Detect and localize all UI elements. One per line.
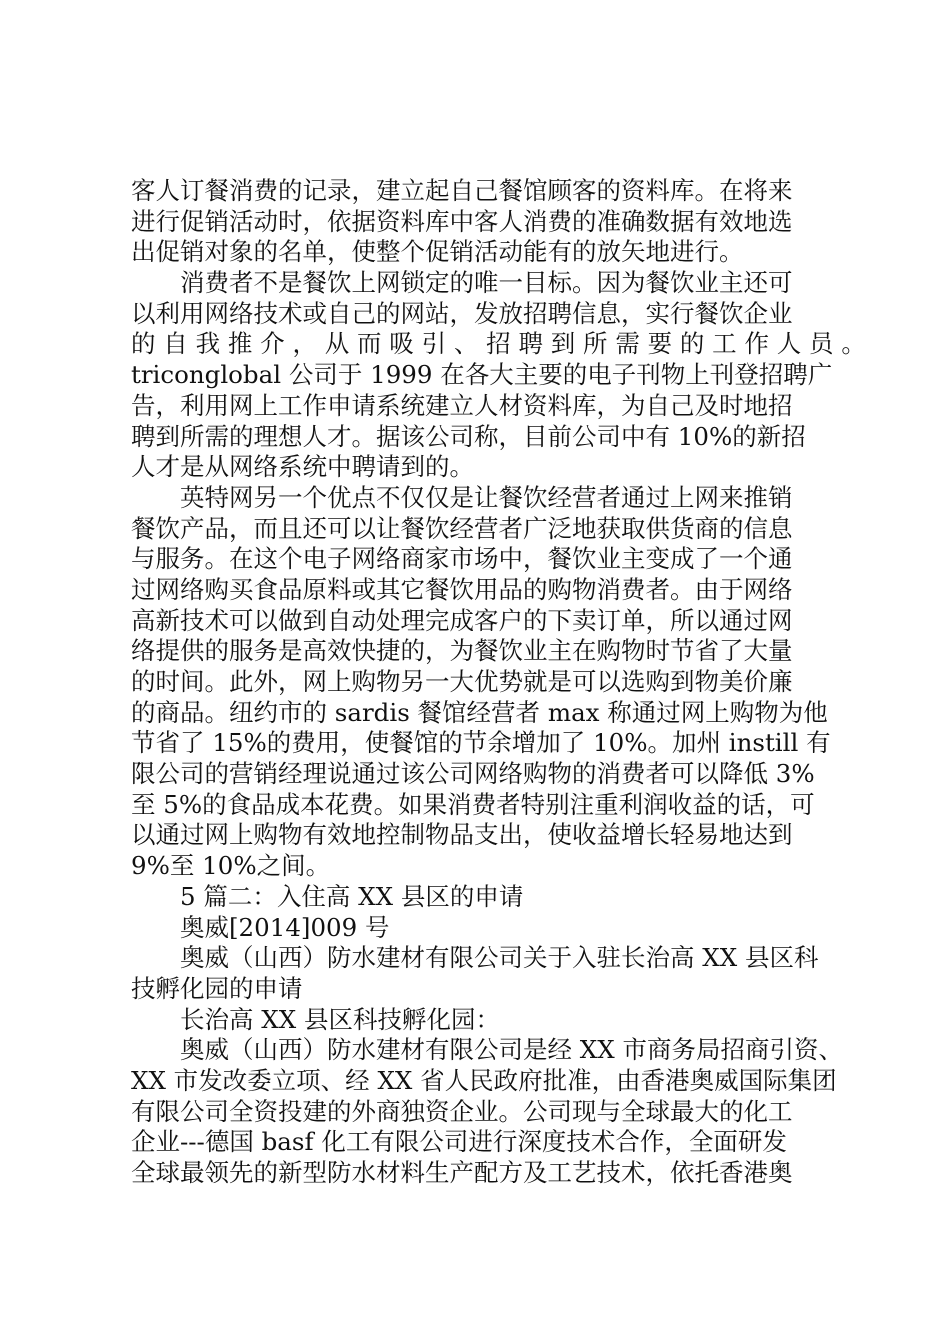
- text-line: 有限公司全资投建的外商独资企业。公司现与全球最大的化工: [131, 1096, 793, 1126]
- text-line: 过网络购买食品原料或其它餐饮用品的购物消费者。由于网络: [131, 574, 793, 604]
- application-title: 奥威（山西）防水建材有限公司关于入驻长治高 XX 县区科: [180, 943, 819, 973]
- paragraph-start-line: 英特网另一个优点不仅仅是让餐饮经营者通过上网来推销: [180, 482, 793, 512]
- text-line: 以利用网络技术或自己的网站，发放招聘信息，实行餐饮企业: [131, 298, 793, 328]
- text-line: 至 5%的食品成本花费。如果消费者特别注重利润收益的话，可: [131, 789, 815, 819]
- text-line: 与服务。在这个电子网络商家市场中，餐饮业主变成了一个通: [131, 544, 793, 574]
- text-line: 的时间。此外，网上购物另一大优势就是可以选购到物美价廉: [131, 667, 793, 696]
- text-line: 聘到所需的理想人才。据该公司称，目前公司中有 10%的新招: [131, 421, 806, 451]
- text-line: 的商品。纽约市的 sardis 餐馆经营者 max 称通过网上购物为他: [131, 697, 828, 727]
- text-line: 全球最领先的新型防水材料生产配方及工艺技术，依托香港奥: [131, 1158, 793, 1187]
- text-line: 人才是从网络系统中聘请到的。: [131, 452, 474, 482]
- text-line: 节省了 15%的费用，使餐馆的节余增加了 10%。加州 instill 有: [131, 728, 831, 758]
- text-line: 高新技术可以做到自动处理完成客户的下卖订单，所以通过网: [131, 605, 793, 635]
- text-line: 餐饮产品，而且还可以让餐饮经营者广泛地获取供货商的信息: [131, 513, 793, 543]
- text-line: 9%至 10%之间。: [131, 851, 331, 881]
- text-line: triconglobal 公司于 1999 在各大主要的电子刊物上刊登招聘广: [131, 360, 833, 390]
- paragraph-start-line: 奥威（山西）防水建材有限公司是经 XX 市商务局招商引资、: [180, 1035, 843, 1065]
- document-number: 奥威[2014]009 号: [180, 912, 390, 942]
- paragraph-start-line: 消费者不是餐饮上网锁定的唯一目标。因为餐饮业主还可: [180, 268, 793, 298]
- text-line: 进行促销活动时，依据资料库中客人消费的准确数据有效地选: [131, 206, 793, 236]
- section-heading: 5 篇二：入住高 XX 县区的申请: [180, 881, 524, 911]
- text-line: 客人订餐消费的记录，建立起自己餐馆顾客的资料库。在将来: [131, 176, 793, 205]
- text-line: XX 市发改委立项、经 XX 省人民政府批准，由香港奥威国际集团: [131, 1065, 837, 1095]
- application-title-continued: 技孵化园的申请: [131, 973, 303, 1003]
- text-line: 以通过网上购物有效地控制物品支出，使收益增长轻易地达到: [131, 820, 793, 850]
- text-line: 络提供的服务是高效快捷的，为餐饮业主在购物时节省了大量: [131, 636, 793, 666]
- recipient-line: 长治高 XX 县区科技孵化园：: [180, 1004, 500, 1034]
- text-line: 限公司的营销经理说通过该公司网络购物的消费者可以降低 3%: [131, 759, 815, 789]
- text-line: 告，利用网上工作申请系统建立人材资料库，为自己及时地招: [131, 390, 793, 420]
- text-line: 出促销对象的名单，使整个促销活动能有的放矢地进行。: [131, 237, 744, 267]
- text-line: 的 自 我 推 介 ， 从 而 吸 引 、 招 聘 到 所 需 要 的 工 作 人 员 。: [131, 329, 866, 359]
- text-line: 企业---德国 basf 化工有限公司进行深度技术合作，全面研发: [131, 1127, 787, 1157]
- document-body: [131, 176, 866, 1189]
